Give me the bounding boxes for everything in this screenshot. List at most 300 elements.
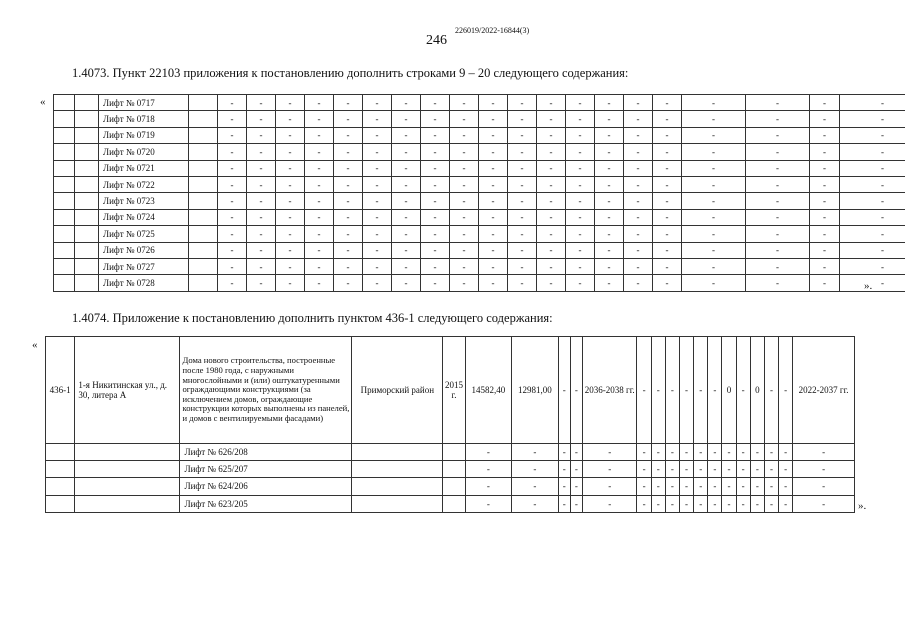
- value-cell: -: [305, 275, 334, 291]
- value-cell: -: [595, 258, 624, 274]
- value-cell: -: [479, 111, 508, 127]
- value-cell: -: [810, 127, 840, 143]
- value-cell: -: [305, 127, 334, 143]
- value-cell: -: [750, 495, 764, 512]
- value-cell: -: [722, 461, 736, 478]
- value-cell: -: [558, 444, 570, 461]
- empty-cell: [75, 176, 99, 192]
- section-2-heading: 1.4074. Приложение к постановлению дополнить пунктом 436-1 следующего содержания:: [72, 311, 553, 325]
- value-cell: -: [450, 193, 479, 209]
- value-cell: -: [566, 226, 595, 242]
- empty-cell: [54, 209, 75, 225]
- value-cell: -: [595, 193, 624, 209]
- value-cell: -: [537, 95, 566, 111]
- value-cell: -: [276, 160, 305, 176]
- value-cell: -: [450, 258, 479, 274]
- value-cell: -: [363, 127, 392, 143]
- value-cell: -: [679, 478, 693, 495]
- value-cell: -: [595, 275, 624, 291]
- value-cell: -: [566, 176, 595, 192]
- value-cell: -: [665, 461, 679, 478]
- value-cell: -: [694, 461, 708, 478]
- value-cell: -: [450, 242, 479, 258]
- value-cell: -: [595, 226, 624, 242]
- main-cell: -: [637, 337, 651, 444]
- value-cell: -: [218, 193, 247, 209]
- value-cell: -: [363, 258, 392, 274]
- empty-cell: [352, 444, 443, 461]
- value-cell: -: [363, 176, 392, 192]
- value-cell: -: [334, 209, 363, 225]
- value-cell: -: [537, 127, 566, 143]
- value-cell: -: [363, 144, 392, 160]
- value-cell: -: [595, 242, 624, 258]
- value-cell: -: [840, 242, 905, 258]
- value-cell: -: [537, 275, 566, 291]
- lift-name: Лифт № 0719: [99, 127, 189, 143]
- empty-cell: [189, 242, 218, 258]
- value-cell: -: [570, 495, 582, 512]
- value-cell: -: [595, 127, 624, 143]
- value-cell: -: [651, 495, 665, 512]
- value-cell: -: [708, 444, 722, 461]
- value-cell: -: [750, 444, 764, 461]
- value-cell: -: [421, 127, 450, 143]
- value-cell: -: [582, 461, 637, 478]
- value-cell: -: [218, 127, 247, 143]
- empty-cell: [189, 258, 218, 274]
- value-cell: -: [595, 176, 624, 192]
- value-cell: -: [247, 111, 276, 127]
- value-cell: -: [421, 160, 450, 176]
- value-cell: -: [218, 176, 247, 192]
- value-cell: -: [840, 176, 905, 192]
- value-cell: -: [465, 478, 512, 495]
- house-district: Приморский район: [352, 337, 443, 444]
- value-cell: -: [708, 495, 722, 512]
- value-cell: -: [637, 444, 651, 461]
- value-cell: -: [247, 176, 276, 192]
- value-cell: -: [624, 226, 653, 242]
- value-cell: -: [392, 176, 421, 192]
- table-row: [46, 444, 855, 461]
- value-cell: -: [840, 111, 905, 127]
- value-cell: -: [247, 226, 276, 242]
- value-cell: -: [665, 444, 679, 461]
- value-cell: -: [465, 461, 512, 478]
- empty-cell: [54, 127, 75, 143]
- value-cell: -: [363, 95, 392, 111]
- empty-cell: [189, 95, 218, 111]
- value-cell: -: [363, 275, 392, 291]
- house-main-row: [46, 337, 855, 444]
- page-number: 246: [426, 33, 447, 48]
- table-row: [46, 461, 855, 478]
- value-cell: -: [682, 160, 746, 176]
- main-cell: -: [570, 337, 582, 444]
- value-cell: -: [392, 111, 421, 127]
- value-cell: -: [651, 478, 665, 495]
- empty-cell: [54, 160, 75, 176]
- lift-name: Лифт № 0727: [99, 258, 189, 274]
- lift-name: Лифт № 0726: [99, 242, 189, 258]
- value-cell: -: [736, 495, 750, 512]
- value-cell: -: [624, 127, 653, 143]
- value-cell: -: [508, 160, 537, 176]
- value-cell: -: [653, 275, 682, 291]
- value-cell: -: [624, 242, 653, 258]
- lift-name: Лифт № 0725: [99, 226, 189, 242]
- value-cell: -: [305, 176, 334, 192]
- empty-cell: [75, 95, 99, 111]
- value-cell: -: [512, 461, 559, 478]
- value-cell: -: [218, 258, 247, 274]
- value-cell: -: [746, 258, 810, 274]
- value-cell: -: [421, 95, 450, 111]
- main-cell: -: [694, 337, 708, 444]
- value-cell: -: [512, 478, 559, 495]
- total-area: 14582,40: [465, 337, 512, 444]
- value-cell: -: [653, 209, 682, 225]
- empty-cell: [189, 111, 218, 127]
- empty-cell: [352, 495, 443, 512]
- value-cell: -: [570, 444, 582, 461]
- value-cell: -: [247, 209, 276, 225]
- value-cell: -: [624, 95, 653, 111]
- value-cell: -: [334, 95, 363, 111]
- value-cell: -: [508, 258, 537, 274]
- table-row: [54, 275, 905, 291]
- value-cell: -: [421, 209, 450, 225]
- value-cell: -: [450, 226, 479, 242]
- value-cell: -: [334, 275, 363, 291]
- value-cell: -: [779, 495, 793, 512]
- value-cell: -: [722, 478, 736, 495]
- value-cell: -: [682, 258, 746, 274]
- value-cell: -: [566, 95, 595, 111]
- document-code: 226019/2022-16844(3): [455, 26, 530, 35]
- lift-table-1: [53, 94, 905, 292]
- value-cell: -: [508, 144, 537, 160]
- value-cell: -: [508, 176, 537, 192]
- value-cell: -: [750, 478, 764, 495]
- value-cell: -: [682, 111, 746, 127]
- value-cell: -: [479, 160, 508, 176]
- value-cell: -: [334, 144, 363, 160]
- value-cell: -: [624, 160, 653, 176]
- value-cell: -: [537, 226, 566, 242]
- value-cell: -: [537, 160, 566, 176]
- empty-cell: [54, 144, 75, 160]
- living-area: 12981,00: [512, 337, 559, 444]
- main-cell: 0: [750, 337, 764, 444]
- value-cell: -: [694, 444, 708, 461]
- empty-cell: [443, 461, 465, 478]
- main-cell: -: [665, 337, 679, 444]
- value-cell: -: [746, 111, 810, 127]
- main-cell: 0: [722, 337, 736, 444]
- value-cell: -: [722, 495, 736, 512]
- empty-cell: [75, 226, 99, 242]
- value-cell: -: [334, 127, 363, 143]
- value-cell: -: [810, 193, 840, 209]
- lift-name: Лифт № 624/206: [180, 478, 352, 495]
- value-cell: -: [334, 242, 363, 258]
- value-cell: -: [450, 144, 479, 160]
- value-cell: -: [305, 111, 334, 127]
- value-cell: -: [637, 478, 651, 495]
- value-cell: -: [810, 95, 840, 111]
- value-cell: -: [334, 193, 363, 209]
- lift-name: Лифт № 0724: [99, 209, 189, 225]
- item-number: 436-1: [46, 337, 75, 444]
- value-cell: -: [694, 495, 708, 512]
- value-cell: -: [305, 209, 334, 225]
- value-cell: -: [392, 209, 421, 225]
- value-cell: -: [421, 242, 450, 258]
- value-cell: -: [479, 176, 508, 192]
- value-cell: -: [218, 242, 247, 258]
- lift-name: Лифт № 0718: [99, 111, 189, 127]
- value-cell: -: [682, 193, 746, 209]
- value-cell: -: [624, 176, 653, 192]
- empty-cell: [54, 275, 75, 291]
- value-cell: -: [566, 111, 595, 127]
- value-cell: -: [508, 242, 537, 258]
- value-cell: -: [570, 461, 582, 478]
- empty-cell: [54, 242, 75, 258]
- value-cell: -: [247, 242, 276, 258]
- empty-cell: [54, 193, 75, 209]
- value-cell: -: [479, 95, 508, 111]
- empty-cell: [75, 461, 180, 478]
- table-row: [54, 193, 905, 209]
- section-1-heading: 1.4073. Пункт 22103 приложения к постановлению дополнить строками 9 – 20 следующего содержания:: [72, 66, 629, 80]
- value-cell: -: [682, 242, 746, 258]
- value-cell: -: [218, 275, 247, 291]
- empty-cell: [443, 444, 465, 461]
- table-row: [54, 144, 905, 160]
- empty-cell: [75, 258, 99, 274]
- value-cell: -: [305, 193, 334, 209]
- value-cell: -: [247, 144, 276, 160]
- main-cell: -: [779, 337, 793, 444]
- value-cell: -: [840, 95, 905, 111]
- value-cell: -: [566, 242, 595, 258]
- value-cell: -: [247, 95, 276, 111]
- lift-name: Лифт № 0720: [99, 144, 189, 160]
- value-cell: -: [840, 144, 905, 160]
- value-cell: -: [421, 258, 450, 274]
- value-cell: -: [793, 478, 855, 495]
- value-cell: -: [508, 193, 537, 209]
- value-cell: -: [450, 209, 479, 225]
- value-cell: -: [450, 95, 479, 111]
- value-cell: -: [363, 242, 392, 258]
- value-cell: -: [512, 495, 559, 512]
- value-cell: -: [363, 160, 392, 176]
- value-cell: -: [247, 160, 276, 176]
- value-cell: -: [363, 193, 392, 209]
- section-2-close-quote: ».: [858, 500, 867, 512]
- value-cell: -: [746, 242, 810, 258]
- repair-period-2: 2022-2037 гг.: [793, 337, 855, 444]
- value-cell: -: [810, 209, 840, 225]
- value-cell: -: [570, 478, 582, 495]
- value-cell: -: [558, 478, 570, 495]
- lift-name: Лифт № 0721: [99, 160, 189, 176]
- value-cell: -: [465, 495, 512, 512]
- empty-cell: [75, 127, 99, 143]
- value-cell: -: [276, 111, 305, 127]
- empty-cell: [54, 111, 75, 127]
- value-cell: -: [595, 144, 624, 160]
- empty-cell: [75, 144, 99, 160]
- empty-cell: [189, 209, 218, 225]
- value-cell: -: [512, 444, 559, 461]
- value-cell: -: [247, 127, 276, 143]
- value-cell: -: [840, 127, 905, 143]
- table-row: [54, 111, 905, 127]
- empty-cell: [443, 495, 465, 512]
- value-cell: -: [334, 160, 363, 176]
- value-cell: -: [682, 144, 746, 160]
- value-cell: -: [653, 127, 682, 143]
- value-cell: -: [682, 275, 746, 291]
- value-cell: -: [736, 444, 750, 461]
- value-cell: -: [679, 461, 693, 478]
- empty-cell: [75, 495, 180, 512]
- empty-cell: [75, 209, 99, 225]
- value-cell: -: [276, 95, 305, 111]
- empty-cell: [54, 95, 75, 111]
- value-cell: -: [421, 111, 450, 127]
- empty-cell: [189, 193, 218, 209]
- value-cell: -: [746, 193, 810, 209]
- value-cell: -: [682, 209, 746, 225]
- value-cell: -: [653, 111, 682, 127]
- value-cell: -: [218, 144, 247, 160]
- value-cell: -: [682, 95, 746, 111]
- value-cell: -: [392, 258, 421, 274]
- value-cell: -: [750, 461, 764, 478]
- lift-name: Лифт № 623/205: [180, 495, 352, 512]
- empty-cell: [189, 275, 218, 291]
- value-cell: -: [653, 160, 682, 176]
- value-cell: -: [764, 461, 778, 478]
- value-cell: -: [653, 258, 682, 274]
- value-cell: -: [694, 478, 708, 495]
- value-cell: -: [582, 495, 637, 512]
- value-cell: -: [392, 144, 421, 160]
- value-cell: -: [218, 209, 247, 225]
- value-cell: -: [840, 193, 905, 209]
- value-cell: -: [651, 461, 665, 478]
- empty-cell: [75, 478, 180, 495]
- table-row: [54, 258, 905, 274]
- value-cell: -: [421, 176, 450, 192]
- value-cell: -: [764, 444, 778, 461]
- build-year: 2015 г.: [443, 337, 465, 444]
- value-cell: -: [624, 209, 653, 225]
- value-cell: -: [392, 275, 421, 291]
- value-cell: -: [582, 444, 637, 461]
- value-cell: -: [276, 226, 305, 242]
- value-cell: -: [479, 226, 508, 242]
- empty-cell: [75, 160, 99, 176]
- value-cell: -: [665, 495, 679, 512]
- value-cell: -: [479, 144, 508, 160]
- value-cell: -: [276, 144, 305, 160]
- lift-name: Лифт № 626/208: [180, 444, 352, 461]
- lift-name: Лифт № 0728: [99, 275, 189, 291]
- value-cell: -: [218, 111, 247, 127]
- value-cell: -: [840, 258, 905, 274]
- section-1-close-quote: ».: [864, 280, 873, 292]
- value-cell: -: [682, 127, 746, 143]
- value-cell: -: [840, 160, 905, 176]
- lift-name: Лифт № 0722: [99, 176, 189, 192]
- value-cell: -: [624, 275, 653, 291]
- empty-cell: [75, 444, 180, 461]
- value-cell: -: [653, 193, 682, 209]
- value-cell: -: [276, 258, 305, 274]
- empty-cell: [189, 226, 218, 242]
- value-cell: -: [276, 127, 305, 143]
- value-cell: -: [595, 111, 624, 127]
- value-cell: -: [363, 209, 392, 225]
- value-cell: -: [810, 160, 840, 176]
- table-row: [54, 209, 905, 225]
- value-cell: -: [682, 176, 746, 192]
- value-cell: -: [537, 144, 566, 160]
- value-cell: -: [247, 258, 276, 274]
- value-cell: -: [558, 461, 570, 478]
- empty-cell: [189, 160, 218, 176]
- empty-cell: [352, 461, 443, 478]
- value-cell: -: [840, 209, 905, 225]
- table-row: [54, 226, 905, 242]
- table-row: [54, 176, 905, 192]
- value-cell: -: [793, 444, 855, 461]
- main-cell: -: [651, 337, 665, 444]
- value-cell: -: [537, 193, 566, 209]
- value-cell: -: [537, 176, 566, 192]
- value-cell: -: [810, 144, 840, 160]
- value-cell: -: [810, 226, 840, 242]
- value-cell: -: [363, 226, 392, 242]
- value-cell: -: [746, 209, 810, 225]
- table-row: [46, 495, 855, 512]
- value-cell: -: [653, 144, 682, 160]
- value-cell: -: [679, 444, 693, 461]
- value-cell: -: [764, 478, 778, 495]
- value-cell: -: [708, 478, 722, 495]
- empty-cell: [75, 242, 99, 258]
- value-cell: -: [479, 242, 508, 258]
- value-cell: -: [746, 275, 810, 291]
- value-cell: -: [566, 127, 595, 143]
- value-cell: -: [595, 95, 624, 111]
- value-cell: -: [810, 275, 840, 291]
- value-cell: -: [653, 176, 682, 192]
- value-cell: -: [537, 258, 566, 274]
- value-cell: -: [793, 461, 855, 478]
- value-cell: -: [722, 444, 736, 461]
- empty-cell: [46, 461, 75, 478]
- value-cell: -: [392, 127, 421, 143]
- value-cell: -: [508, 209, 537, 225]
